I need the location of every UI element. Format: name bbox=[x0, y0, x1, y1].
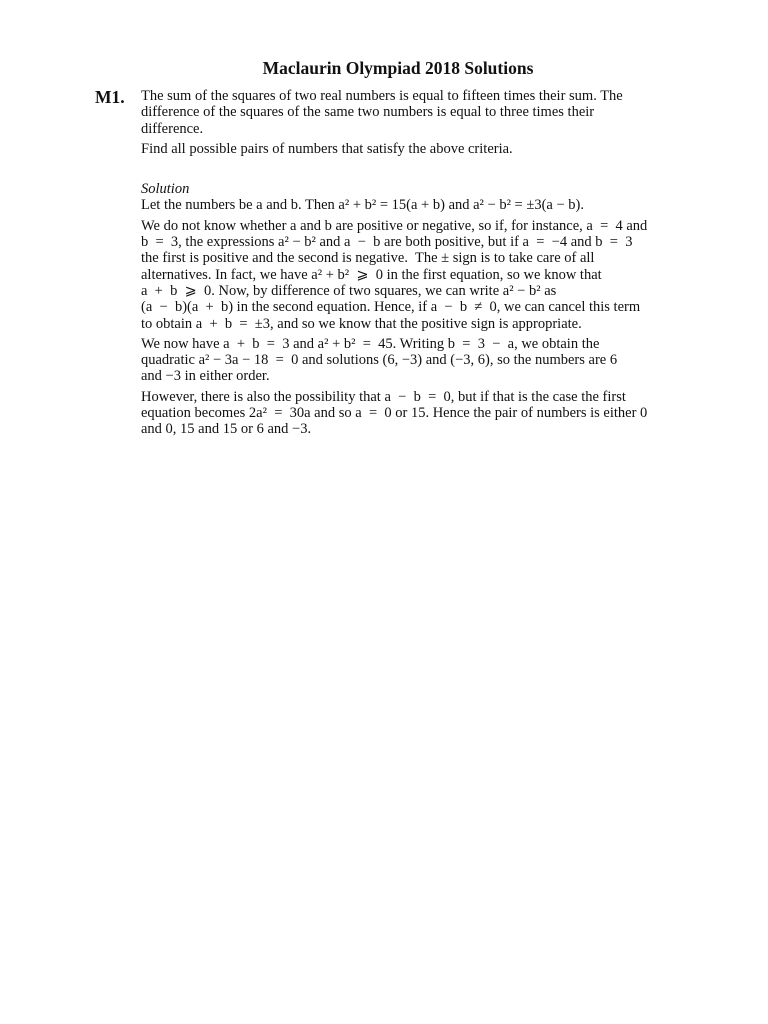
solution-line: alternatives. In fact, we have a² + b² ⩾ 0 in the first equation, so we know that bbox=[141, 266, 602, 283]
solution-paragraph bbox=[141, 218, 697, 332]
task-text: Find all possible pairs of numbers that satisfy the above criteria. bbox=[141, 140, 513, 157]
solution-line: Let the numbers be a and b. Then a² + b² = 15(a + b) and a² − b² = ±3(a − b). bbox=[141, 197, 584, 214]
solution-heading: Solution bbox=[141, 181, 190, 198]
question-text bbox=[141, 88, 697, 137]
solution-line: (a − b)(a + b) in the second equation. Hence, if a − b ≠ 0, we can cancel this term bbox=[141, 299, 641, 316]
solution-line: the first is positive and the second is negative. The ± sign is to take care of all bbox=[141, 250, 595, 267]
question-line: difference. bbox=[141, 120, 204, 137]
solution-paragraph bbox=[141, 389, 697, 438]
page-title: Maclaurin Olympiad 2018 Solutions bbox=[262, 58, 534, 78]
solution-line: We now have a + b = 3 and a² + b² = 45. Writing b = 3 − a, we obtain the bbox=[141, 335, 600, 352]
solution-line: quadratic a² − 3a − 18 = 0 and solutions (6, −3) and (−3, 6), so the numbers are 6 bbox=[141, 352, 618, 369]
problem-body bbox=[141, 88, 697, 438]
solution-line: a + b ⩾ 0. Now, by difference of two squares, we can write a² − b² as bbox=[141, 282, 557, 299]
solution-line: equation becomes 2a² = 30a and so a = 0 or 15. Hence the pair of numbers is either 0 bbox=[141, 405, 648, 422]
solution-paragraph bbox=[141, 197, 697, 213]
question-line: The sum of the squares of two real numbers is equal to fifteen times their sum. The bbox=[141, 88, 623, 104]
solution-paragraph bbox=[141, 336, 697, 385]
solution-line: and 0, 15 and 15 or 6 and −3. bbox=[141, 421, 312, 438]
solution-line: and −3 in either order. bbox=[141, 368, 270, 385]
solution-line: to obtain a + b = ±3, and so we know that the positive sign is appropriate. bbox=[141, 315, 582, 332]
question-number: M1. bbox=[95, 87, 125, 107]
solution-line: However, there is also the possibility that a − b = 0, but if that is the case the first bbox=[141, 388, 626, 405]
question-line: difference of the squares of the same two numbers is equal to three times their bbox=[141, 104, 595, 121]
solution-line: We do not know whether a and b are positive or negative, so if, for instance, a = 4 and bbox=[141, 217, 648, 234]
solution-line: b = 3, the expressions a² − b² and a − b are both positive, but if a = −4 and b = 3 bbox=[141, 234, 633, 251]
